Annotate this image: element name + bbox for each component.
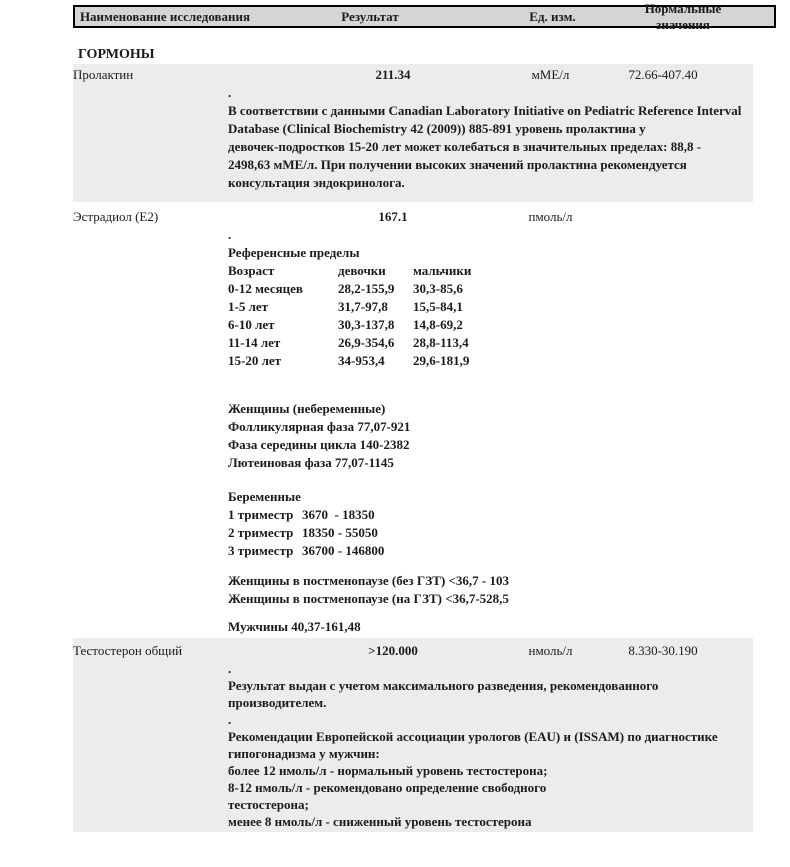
age-table-row bbox=[228, 334, 753, 352]
test-result: 167.1 bbox=[378, 209, 408, 224]
age-table-row bbox=[228, 352, 753, 370]
comment-line: 8-12 нмоль/л - рекомендовано определение свободного bbox=[228, 780, 547, 795]
age-cell: 1-5 лет bbox=[228, 299, 269, 314]
girls-cell: 31,7-97,8 bbox=[338, 299, 388, 314]
age-cell: 15-20 лет bbox=[228, 353, 282, 368]
postmenopause-line: Женщины в постменопаузе (без ГЗТ) <36,7 - 103 bbox=[228, 573, 510, 588]
spacer bbox=[228, 472, 753, 488]
comment-line: более 12 нмоль/л - нормальный уровень тестостерона; bbox=[228, 763, 548, 778]
boys-cell: 28,8-113,4 bbox=[413, 335, 469, 350]
comment-line: консультация эндокринолога. bbox=[228, 175, 405, 190]
column-header-result: Результат bbox=[341, 8, 399, 24]
comment-line: производителем. bbox=[228, 695, 327, 710]
test-comment bbox=[228, 660, 753, 830]
comment-line: Database (Clinical Biochemistry 42 (2009)) 885-891 уровень пролактина у bbox=[228, 121, 646, 136]
test-comment bbox=[228, 84, 753, 192]
column-header-normal-values: Нормальные значения bbox=[644, 0, 722, 32]
comment-line: гипогонадизма у мужчин: bbox=[228, 746, 380, 761]
comment-line: менее 8 нмоль/л - сниженный уровень тестостерона bbox=[228, 814, 532, 829]
section-title-hormones: ГОРМОНЫ bbox=[78, 47, 155, 62]
test-section-testosterone bbox=[73, 638, 753, 832]
spacer bbox=[228, 560, 753, 572]
age-table-row bbox=[228, 280, 753, 298]
pregnant-title: Беременные bbox=[228, 489, 301, 504]
boys-cell: 14,8-69,2 bbox=[413, 317, 463, 332]
test-name: Тестостерон общий bbox=[73, 643, 183, 658]
test-row bbox=[73, 642, 753, 660]
test-comment bbox=[228, 226, 753, 636]
comment-line: Результат выдан с учетом максимального разведения, рекомендованного bbox=[228, 678, 659, 693]
trimester-row bbox=[228, 506, 753, 524]
test-section-prolactin bbox=[73, 64, 753, 202]
test-unit: нмоль/л bbox=[528, 643, 573, 658]
trimester-label: 3 триместр bbox=[228, 543, 294, 558]
test-row bbox=[73, 66, 753, 84]
column-header-test-name: Наименование исследования bbox=[79, 8, 251, 24]
comment-line: девочек-подростков 15-20 лет может колебаться в значительных пределах: 88,8 - bbox=[228, 139, 702, 154]
column-header-unit: Ед. изм. bbox=[529, 8, 576, 24]
test-row bbox=[73, 208, 753, 226]
test-section-estradiol bbox=[73, 202, 753, 638]
women-nonpregnant-title: Женщины (небеременные) bbox=[228, 401, 386, 416]
comment-line: 2498,63 мМЕ/л. При получении высоких значений пролактина рекомендуется bbox=[228, 157, 687, 172]
trimester-range: 3670 - 18350 bbox=[302, 507, 375, 522]
age-table-header-age: Возраст bbox=[228, 263, 275, 278]
postmenopause-line: Женщины в постменопаузе (на ГЗТ) <36,7-528,5 bbox=[228, 591, 509, 606]
girls-cell: 28,2-155,9 bbox=[338, 281, 395, 296]
age-cell: 11-14 лет bbox=[228, 335, 281, 350]
boys-cell: 29,6-181,9 bbox=[413, 353, 470, 368]
comment-line: Рекомендации Европейской ассоциации урологов (EAU) и (ISSAM) по диагностике bbox=[228, 729, 718, 744]
age-table-header-row bbox=[228, 262, 753, 280]
age-table-header-girls: девочки bbox=[338, 263, 386, 278]
trimester-row bbox=[228, 542, 753, 560]
results-table-header bbox=[73, 0, 776, 32]
test-normal-range: 72.66-407.40 bbox=[628, 67, 698, 82]
trimester-label: 1 триместр bbox=[228, 507, 294, 522]
spacer bbox=[228, 370, 753, 400]
trimester-row bbox=[228, 524, 753, 542]
trimester-label: 2 триместр bbox=[228, 525, 294, 540]
age-cell: 0-12 месяцев bbox=[228, 281, 303, 296]
age-table-header-boys: мальчики bbox=[413, 263, 472, 278]
comment-line: . bbox=[228, 227, 232, 242]
boys-cell: 15,5-84,1 bbox=[413, 299, 463, 314]
test-result: >120.000 bbox=[368, 643, 418, 658]
age-table-row bbox=[228, 316, 753, 334]
test-unit: пмоль/л bbox=[528, 209, 573, 224]
comment-line: тестостерона; bbox=[228, 797, 309, 812]
test-unit: мМЕ/л bbox=[531, 67, 570, 82]
age-cell: 6-10 лет bbox=[228, 317, 275, 332]
comment-line: Лютеиновая фаза 77,07-1145 bbox=[228, 455, 394, 470]
comment-line: . bbox=[228, 85, 232, 100]
girls-cell: 34-953,4 bbox=[338, 353, 385, 368]
age-table-row bbox=[228, 298, 753, 316]
test-result: 211.34 bbox=[375, 67, 411, 82]
test-normal-range: 8.330-30.190 bbox=[628, 643, 698, 658]
test-name: Эстрадиол (Е2) bbox=[73, 209, 159, 224]
test-normal-range bbox=[623, 208, 703, 226]
trimester-range: 18350 - 55050 bbox=[302, 525, 378, 540]
girls-cell: 26,9-354,6 bbox=[338, 335, 395, 350]
comment-line: . bbox=[228, 712, 232, 727]
test-name: Пролактин bbox=[73, 67, 134, 82]
comment-line: . bbox=[228, 661, 232, 676]
report-body bbox=[73, 46, 753, 832]
trimester-range: 36700 - 146800 bbox=[302, 543, 385, 558]
comment-line: Фаза середины цикла 140-2382 bbox=[228, 437, 410, 452]
girls-cell: 30,3-137,8 bbox=[338, 317, 395, 332]
reference-limits-title: Референсные пределы bbox=[228, 245, 360, 260]
men-range-line: Мужчины 40,37-161,48 bbox=[228, 619, 361, 634]
comment-line: В соответствии с данными Canadian Laboratory Initiative on Pediatric Reference Interval bbox=[228, 103, 742, 118]
boys-cell: 30,3-85,6 bbox=[413, 281, 463, 296]
comment-line: Фолликулярная фаза 77,07-921 bbox=[228, 419, 411, 434]
spacer bbox=[228, 608, 753, 618]
